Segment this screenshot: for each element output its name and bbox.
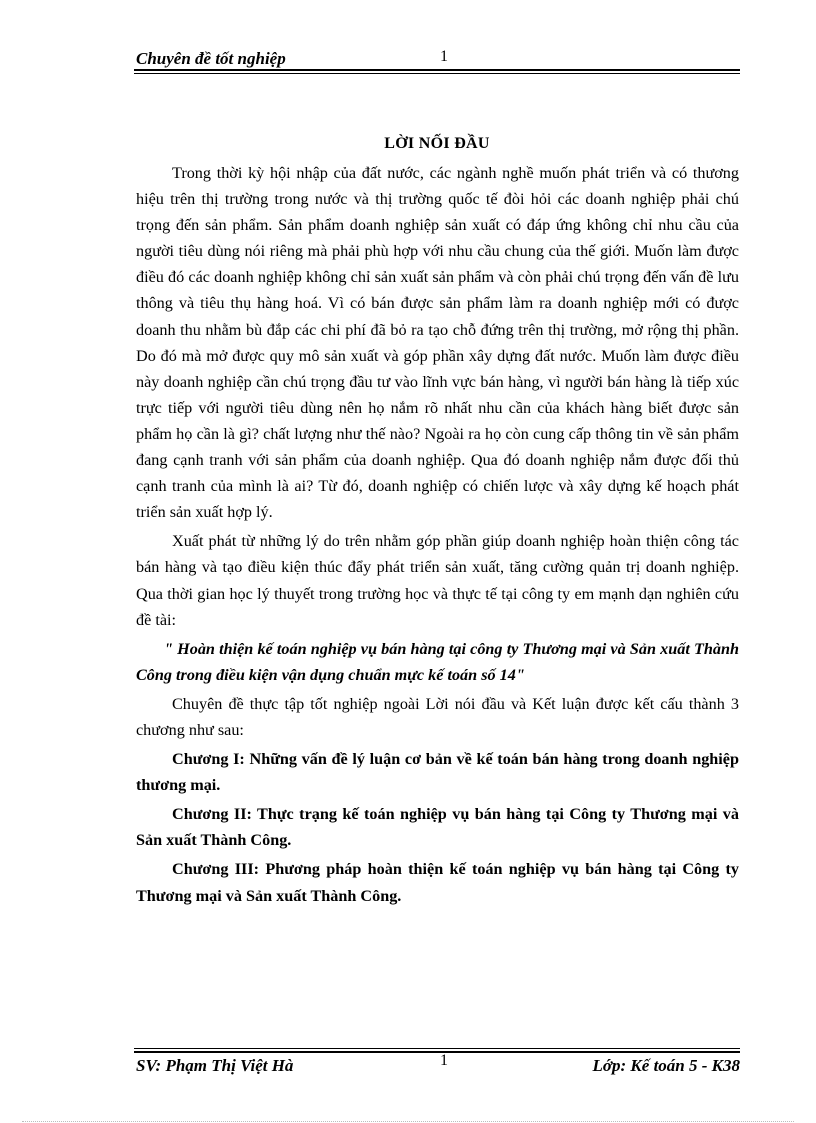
document-body — [136, 160, 739, 909]
motivation-paragraph: Xuất phát từ những lý do trên nhằm góp phần giúp doanh nghiệp hoàn thiện công tác bán hàng và tạo điều kiện thúc đẩy phát triển sản xuất, tăng cường quản trị doanh nghiệp. Qua thời gian học lý thuyết trong trường học và thực tế tại công ty em mạnh dạn nghiên cứu đề tài: — [136, 532, 739, 629]
chapter-title: Phương pháp hoàn thiện kế toán nghiệp vụ bán hàng tại Công ty Thương mại và Sản xuất Thành Công. — [136, 860, 740, 905]
header-page-number: 1 — [440, 48, 448, 65]
header-rule-thin — [134, 73, 740, 74]
chapter-label: Chương II: — [172, 805, 252, 824]
chapter-title: Thực trạng kế toán nghiệp vụ bán hàng tại Công ty Thương mại và Sản xuất Thành Công. — [136, 805, 739, 850]
page-title: LỜI NỐI ĐẦU — [384, 135, 490, 152]
chapter-label: Chương III: — [172, 860, 260, 879]
footer-student-name: SV: Phạm Thị Việt Hà — [136, 1056, 294, 1075]
chapter-item — [136, 856, 739, 908]
page-edge-divider — [22, 1121, 794, 1122]
footer-class: Lớp: Kế toán 5 - K38 — [592, 1056, 740, 1075]
page-footer — [134, 1048, 740, 1080]
thesis-topic: " Hoàn thiện kế toán nghiệp vụ bán hàng tại công ty Thương mại và Sản xuất Thành Công trong điều kiện vận dụng chuẩn mực kế toán số 14" — [136, 639, 739, 684]
structure-intro: Chuyên đề thực tập tốt nghiệp ngoài Lời nói đầu và Kết luận được kết cấu thành 3 chương như sau: — [136, 694, 739, 739]
footer-rule-thick — [134, 1051, 740, 1053]
footer-rule-thin — [134, 1048, 740, 1049]
chapter-item — [136, 746, 739, 798]
chapter-title: Những vấn đề lý luận cơ bản về kế toán bán hàng trong doanh nghiệp thương mại. — [136, 750, 739, 795]
header-rule-thick — [134, 69, 740, 71]
chapter-item — [136, 801, 739, 853]
page-header — [134, 46, 740, 72]
header-doc-type: Chuyên đề tốt nghiệp — [136, 49, 286, 68]
chapter-label: Chương I: — [172, 750, 245, 769]
intro-paragraph: Trong thời kỳ hội nhập của đất nước, các ngành nghề muốn phát triển và có thương hiệu trên thị trường trong nước và thị trường quốc tế đòi hỏi các doanh nghiệp phải chú trọng đến sản phẩm. Sản phẩm doanh nghiệp sản xuất có đáp ứng không chỉ nhu cầu của người tiêu dùng nói riêng mà phải phù hợp với nhu cầu chung của thế giới. Muốn làm được điều đó các doanh nghiệp không chỉ sản xuất sản phẩm và còn phải chú trọng đến vấn đề lưu thông và tiêu thụ hàng hoá. Vì có bán được sản phẩm làm ra doanh nghiệp mới có được doanh thu nhằm bù đắp các chi phí đã bỏ ra tạo chỗ đứng trên thị trường, mở rộng thị phần. Do đó mà mở được quy mô sản xuất và góp phần xây dựng đất nước. Muốn làm được điều này doanh nghiệp cần chú trọng đầu tư vào lĩnh vực bán hàng, vì người bán hàng là tiếp xúc trực tiếp với người tiêu dùng nên họ nắm rõ nhất nhu cần của khách hàng biết được sản phẩm họ cần là gì? chất lượng như thế nào? Ngoài ra họ còn cung cấp thông tin về sản phẩm đang cạnh tranh với sản phẩm của doanh nghiệp. Qua đó doanh nghiệp nắm được đối thủ cạnh tranh của mình là ai? Từ đó, doanh nghiệp có chiến lược và xây dựng kế hoạch phát triển sản xuất hợp lý. — [136, 164, 739, 522]
footer-page-number: 1 — [440, 1052, 448, 1069]
